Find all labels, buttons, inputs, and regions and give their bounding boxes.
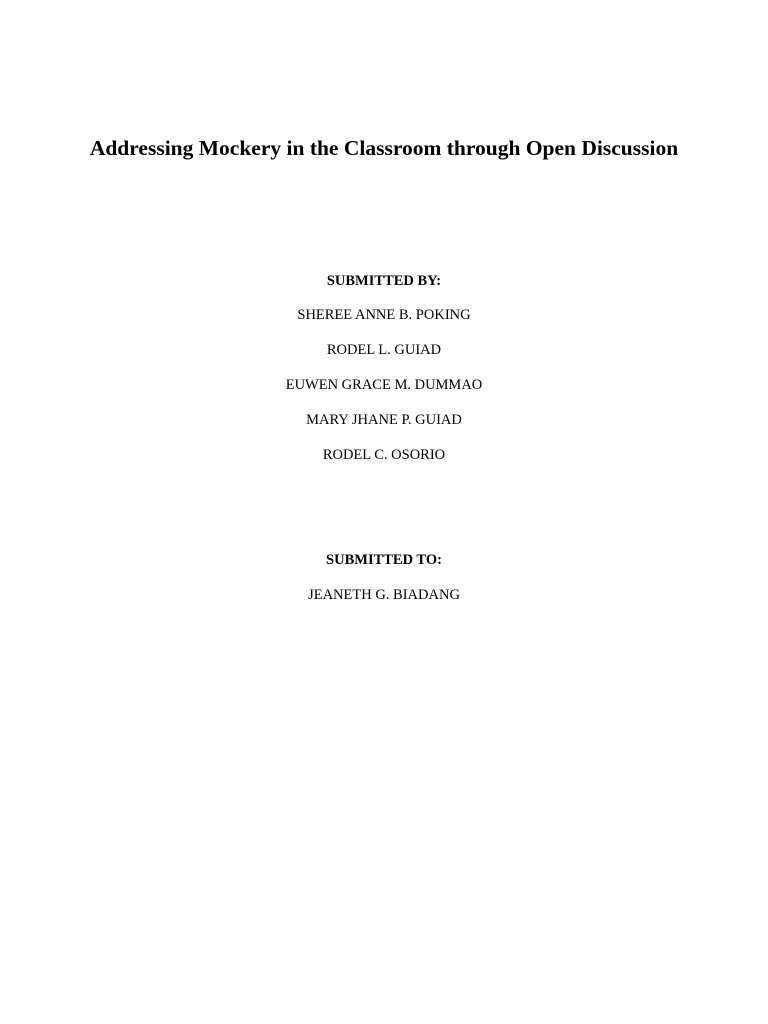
submitted-by-name: RODEL L. GUIAD — [326, 342, 442, 358]
submitted-by-heading: SUBMITTED BY: — [326, 273, 442, 289]
submitted-by-name: RODEL C. OSORIO — [322, 447, 446, 463]
submitted-by-name: MARY JHANE P. GUIAD — [306, 412, 462, 428]
submitted-to-name: JEANETH G. BIADANG — [308, 587, 460, 603]
submitted-to-heading: SUBMITTED TO: — [326, 552, 442, 568]
submitted-by-name: SHEREE ANNE B. POKING — [297, 307, 471, 323]
document-title: Addressing Mockery in the Classroom through Open Discussion — [89, 136, 679, 160]
submitted-by-name: EUWEN GRACE M. DUMMAO — [285, 377, 483, 393]
